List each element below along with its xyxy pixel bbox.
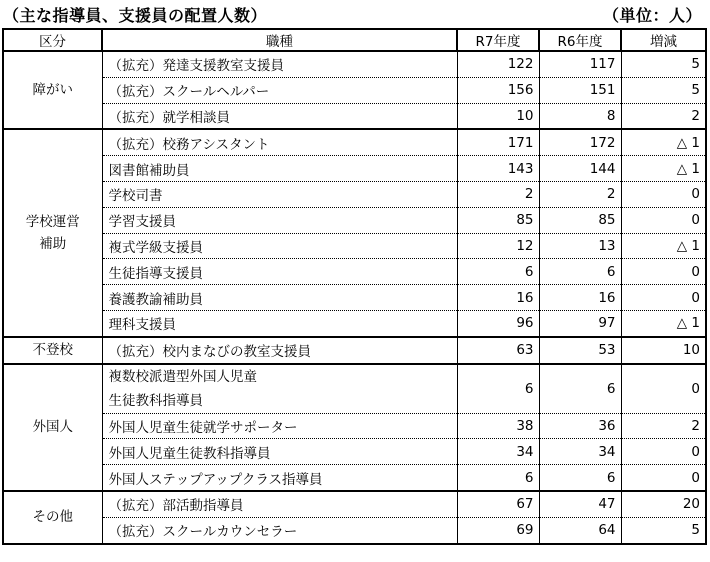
r6-cell: 16 — [539, 285, 621, 311]
job-cell: 養護教諭補助員 — [102, 285, 457, 311]
change-cell: △ 1 — [621, 310, 706, 336]
table-row — [3, 491, 706, 517]
change-cell: △ 1 — [621, 233, 706, 259]
header-job: 職種 — [102, 29, 457, 51]
r6-cell: 2 — [539, 181, 621, 207]
table-row — [3, 51, 706, 77]
job-cell: （拡充）校内まなびの教室支援員 — [102, 337, 457, 364]
r7-cell: 96 — [457, 310, 539, 336]
r6-cell: 53 — [539, 337, 621, 364]
r7-cell: 6 — [457, 465, 539, 491]
job-cell: 外国人児童生徒教科指導員 — [102, 439, 457, 465]
r7-cell: 143 — [457, 156, 539, 182]
page-title: （主な指導員、支援員の配置人数） — [3, 6, 268, 25]
header-change: 増減 — [621, 29, 706, 51]
r6-cell: 64 — [539, 517, 621, 543]
table-row — [3, 413, 706, 439]
table-row — [3, 364, 706, 414]
r6-cell: 6 — [539, 259, 621, 285]
table-row — [3, 259, 706, 285]
table-row — [3, 310, 706, 336]
job-cell: 複式学級支援員 — [102, 233, 457, 259]
table-row — [3, 181, 706, 207]
r6-cell: 8 — [539, 103, 621, 129]
r7-cell: 171 — [457, 129, 539, 155]
job-cell: 学習支援員 — [102, 207, 457, 233]
r6-cell: 6 — [539, 465, 621, 491]
job-cell: （拡充）スクールカウンセラー — [102, 517, 457, 543]
r7-cell: 69 — [457, 517, 539, 543]
r7-cell: 38 — [457, 413, 539, 439]
r6-cell: 36 — [539, 413, 621, 439]
table-row — [3, 517, 706, 543]
change-cell: △ 1 — [621, 129, 706, 155]
job-cell: 複数校派遣型外国人児童 生徒教科指導員 — [102, 364, 457, 414]
change-cell: 5 — [621, 51, 706, 77]
header-category: 区分 — [3, 29, 102, 51]
table-row — [3, 439, 706, 465]
r6-cell: 34 — [539, 439, 621, 465]
category-cell: 不登校 — [3, 337, 102, 364]
table-row — [3, 285, 706, 311]
change-cell: 2 — [621, 103, 706, 129]
change-cell: 5 — [621, 517, 706, 543]
table-row — [3, 233, 706, 259]
job-cell: 外国人児童生徒就学サポーター — [102, 413, 457, 439]
change-cell: △ 1 — [621, 156, 706, 182]
job-cell: （拡充）スクールヘルパー — [102, 77, 457, 103]
job-cell: （拡充）校務アシスタント — [102, 129, 457, 155]
staff-table — [2, 28, 707, 545]
category-cell: 障がい — [3, 51, 102, 129]
change-cell: 0 — [621, 439, 706, 465]
r7-cell: 85 — [457, 207, 539, 233]
unit-label: （単位：人） — [602, 6, 702, 25]
change-cell: 0 — [621, 207, 706, 233]
r6-cell: 172 — [539, 129, 621, 155]
change-cell: 0 — [621, 181, 706, 207]
r7-cell: 122 — [457, 51, 539, 77]
r6-cell: 85 — [539, 207, 621, 233]
r6-cell: 97 — [539, 310, 621, 336]
header-row — [3, 29, 706, 51]
job-cell: 生徒指導支援員 — [102, 259, 457, 285]
r6-cell: 151 — [539, 77, 621, 103]
job-cell: 学校司書 — [102, 181, 457, 207]
change-cell: 20 — [621, 491, 706, 517]
r7-cell: 10 — [457, 103, 539, 129]
job-cell: （拡充）就学相談員 — [102, 103, 457, 129]
r6-cell: 144 — [539, 156, 621, 182]
r7-cell: 63 — [457, 337, 539, 364]
table-row — [3, 103, 706, 129]
job-cell: （拡充）部活動指導員 — [102, 491, 457, 517]
header-r6: R6年度 — [539, 29, 621, 51]
job-cell: 図書館補助員 — [102, 156, 457, 182]
r7-cell: 16 — [457, 285, 539, 311]
change-cell: 0 — [621, 259, 706, 285]
job-cell: 理科支援員 — [102, 310, 457, 336]
category-cell: 外国人 — [3, 364, 102, 491]
table-row — [3, 156, 706, 182]
r7-cell: 67 — [457, 491, 539, 517]
change-cell: 5 — [621, 77, 706, 103]
change-cell: 10 — [621, 337, 706, 364]
r6-cell: 13 — [539, 233, 621, 259]
table-row — [3, 77, 706, 103]
r7-cell: 156 — [457, 77, 539, 103]
table-row — [3, 337, 706, 364]
r6-cell: 6 — [539, 364, 621, 414]
job-cell: （拡充）発達支援教室支援員 — [102, 51, 457, 77]
r7-cell: 6 — [457, 259, 539, 285]
header-r7: R7年度 — [457, 29, 539, 51]
r7-cell: 6 — [457, 364, 539, 414]
job-cell: 外国人ステップアップクラス指導員 — [102, 465, 457, 491]
r6-cell: 117 — [539, 51, 621, 77]
change-cell: 0 — [621, 364, 706, 414]
change-cell: 0 — [621, 285, 706, 311]
r7-cell: 12 — [457, 233, 539, 259]
change-cell: 2 — [621, 413, 706, 439]
change-cell: 0 — [621, 465, 706, 491]
r6-cell: 47 — [539, 491, 621, 517]
table-row — [3, 207, 706, 233]
r7-cell: 2 — [457, 181, 539, 207]
category-cell: 学校運営 補助 — [3, 129, 102, 336]
table-body — [3, 51, 706, 544]
r7-cell: 34 — [457, 439, 539, 465]
table-row — [3, 129, 706, 155]
category-cell: その他 — [3, 491, 102, 544]
table-row — [3, 465, 706, 491]
